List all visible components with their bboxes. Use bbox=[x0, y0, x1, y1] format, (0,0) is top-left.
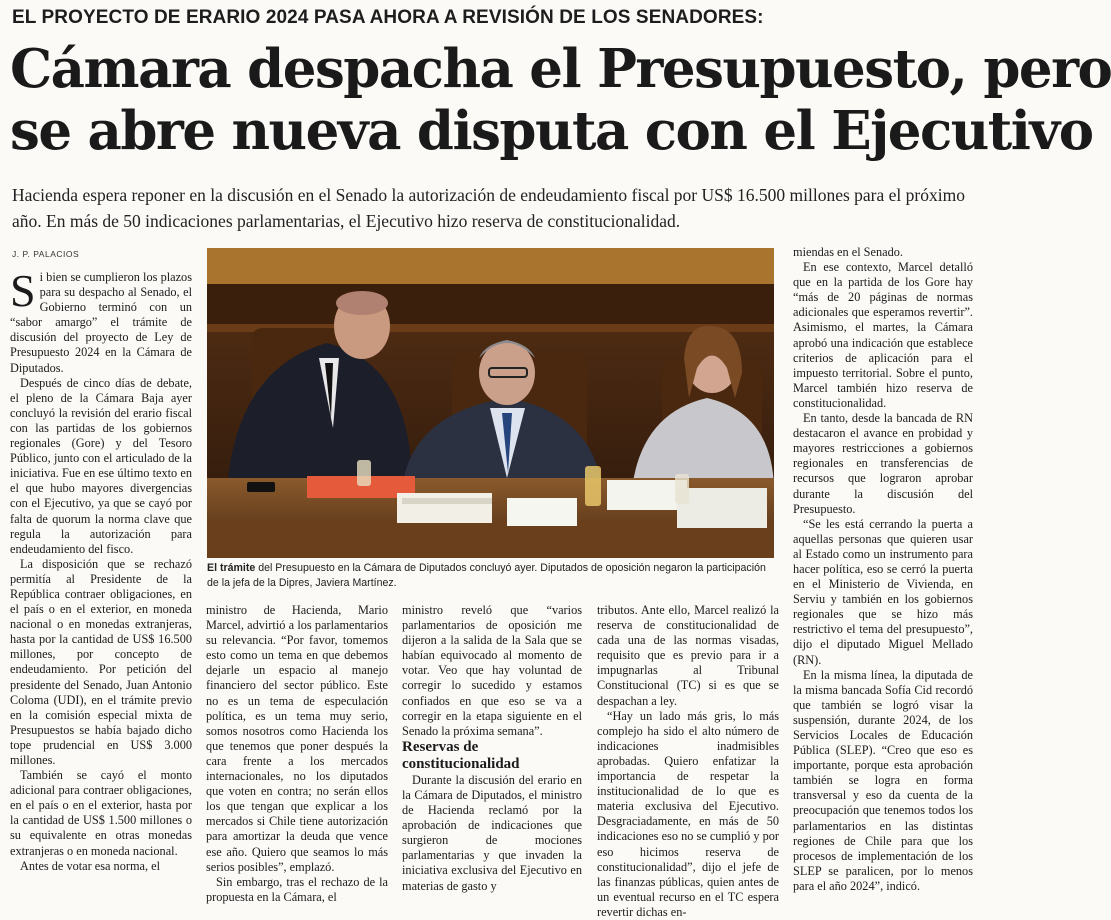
paragraph: En la misma línea, la diputada de la misma bancada Sofía Cid recordó que también se logró visar la suspensión, durante 2024, de los Servicios Locales de Educación Pública (SLEP). “Creo que eso es importante, porque esta aprobación también se logra en forma transversal y eso da cuenta de la preocupación que tenemos todos los parlamentarios en las distintas regiones de Chile para que los procesos de implementación de los SLEP se paralicen, por lo menos para el año 2024”, indicó. bbox=[793, 667, 973, 893]
deck: Hacienda espera reponer en la discusión en el Senado la autorización de endeudamiento fiscal por US$ 16.500 millones para el próximo año. En más de 50 indicaciones parlamentarias, el Ejecutivo hizo reserva de constitucionalidad. bbox=[12, 185, 965, 231]
paragraph: Durante la discusión del erario en la Cámara de Diputados, el ministro de Hacienda reclamó por la aprobación de indicaciones que surgieron de mociones parlamentarias y que invaden la iniciativa exclusiva del Ejecutivo en materias de gasto y bbox=[402, 772, 582, 893]
paragraph bbox=[10, 265, 192, 376]
headline bbox=[10, 38, 1111, 162]
kicker: EL PROYECTO DE ERARIO 2024 PASA AHORA A REVISIÓN DE LOS SENADORES: bbox=[12, 7, 764, 28]
paragraph: La disposición que se rechazó permitía al Presidente de la República contraer obligaciones, en el país o en el exterior, en moneda nacional o en monedas extranjeras, hasta por la cantidad de US$ 16.500 millones, por concepto de endeudamiento. Por petición del presidente del Senado, Juan Antonio Coloma (UDI), en el trámite previo en la comisión especial mixta de Presupuestos se había bajado dicho tope prudencial en US$ 3.000 millones. bbox=[10, 556, 192, 767]
caption-lead: El trámite bbox=[207, 562, 256, 574]
photo-caption bbox=[207, 561, 777, 591]
article-column-4 bbox=[597, 603, 779, 919]
paragraph: En tanto, desde la bancada de RN destacaron el avance en probidad y mayores restricciones a gobiernos regionales en transferencias de recursos que lograron aprobar durante la discusión del Presupuesto. bbox=[793, 411, 973, 516]
dropcap: S bbox=[10, 265, 36, 316]
paragraph: miendas en el Senado. bbox=[793, 245, 903, 259]
paragraph: Después de cinco días de debate, el pleno de la Cámara Baja ayer concluyó la revisión del erario fiscal con las partidas de los gobiernos regionales (Gore) y del Tesoro Público, junto con el articulado de la iniciativa. Fue en ese último texto en el que hubo mayores divergencias con el Ejecutivo, ya que se cayó por falta de quorum la norma clave que regula la autorización para endeudamiento del fisco. bbox=[10, 375, 192, 556]
photo-illustration bbox=[207, 248, 774, 558]
article-column-2 bbox=[206, 603, 388, 915]
paragraph: ministro reveló que “varios parlamentarios de oposición me dijeron a la salida de la Sala que se habían equivocado al momento de votar. Veo que hay voluntad de corregir lo sucedido y estamos confiados en que eso se va a corregir en la etapa siguiente en el Senado la próxima semana”. bbox=[402, 603, 582, 738]
caption-text: del Presupuesto en la Cámara de Diputados concluyó ayer. Diputados de oposición negaron la participación de la jefa de la Dipres, Javiera Martínez. bbox=[207, 562, 766, 589]
paragraph: “Hay un lado más gris, lo más complejo ha sido el alto número de indicaciones inadmisibles aprobadas. Quiero enfatizar la importancia de respetar la institucionalidad de lo que es materia exclusiva del Ejecutivo. Desgraciadamente, en más de 50 indicaciones eso no se cumplió y por eso hicimos reserva de constitucionalidad”, dijo el jefe de las finanzas públicas, quien antes de un eventual recurso en el TC espera revertir dichas en- bbox=[597, 708, 779, 919]
subheading: Reservas de constitucionalidad bbox=[402, 738, 520, 772]
paragraph-text: i bien se cumplieron los plazos para su despacho al Senado, el Gobierno terminó con un “sabor amargo” el trámite de discusión del proyecto de Ley de Presupuesto 2024 en la Cámara de Diputados. bbox=[10, 270, 192, 375]
article-column-5 bbox=[793, 245, 973, 915]
paragraph: ministro de Hacienda, Mario Marcel, advirtió a los parlamentarios su relevancia. “Por favor, tomemos esto como un tema en que debemos dejarle un espacio al manejo financiero del sector público. Este no es un tema de especulación política, es un tema muy serio, somos nosotros como Hacienda los que tenemos que poner después la cara frente a los mercados internacionales, no los diputados que voten en contra; no serán ellos los que tengan que explicar a los mercados si Chile tiene autorización para amortizar la deuda que vence ese año. Quiero que seamos lo más serios posibles”, emplazó. bbox=[206, 603, 388, 874]
headline-line-1: Cámara despacha el Presupuesto, pero bbox=[10, 38, 1111, 100]
paragraph: “Se les está cerrando la puerta a aquellas personas que quieren usar al Estado como un instrumento para hacer política, eso se cerró la puerta en el Ministerio de Vivienda, en Serviu y también en los gobiernos regionales que se hizo más restrictivo el tema del presupuesto”, dijo el diputado Miguel Mellado (RN). bbox=[793, 516, 973, 667]
paragraph: Antes de votar esa norma, el bbox=[20, 858, 160, 873]
byline: J. P. PALACIOS bbox=[12, 249, 80, 259]
news-photo bbox=[207, 248, 774, 558]
article-column-1 bbox=[10, 265, 192, 915]
paragraph: En ese contexto, Marcel detalló que en la partida de los Gore hay “más de 20 páginas de normas adicionales que esperamos revertir”. Asimismo, el martes, la Cámara aprobó una indicación que establece criterios de aplicación para el impuesto territorial. Sobre el punto, Marcel también hizo reserva de constitucionalidad. bbox=[793, 260, 973, 410]
paragraph: Sin embargo, tras el rechazo de la propuesta en la Cámara, el bbox=[206, 874, 388, 904]
paragraph: También se cayó el monto adicional para contraer obligaciones, en el país o en el exterior, hasta por la cantidad de US$ 1.500 millones o su equivalente en otras monedas extranjeras o en moneda nacional. bbox=[10, 768, 192, 858]
paragraph: tributos. Ante ello, Marcel realizó la reserva de constitucionalidad de cada una de las normas visadas, requisito que es previo para ir a impugnarlas al Tribunal Constitucional (TC) si es que se despachan a ley. bbox=[597, 603, 779, 708]
headline-line-2: se abre nueva disputa con el Ejecutivo bbox=[10, 100, 1093, 162]
article-column-3 bbox=[402, 603, 582, 915]
